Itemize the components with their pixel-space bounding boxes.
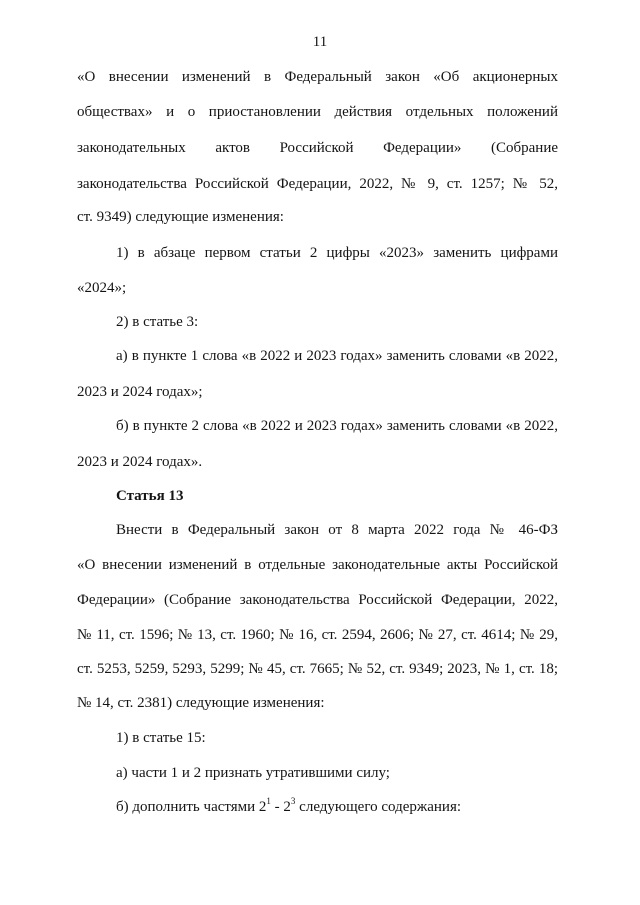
text-line: 2) в статье 3: (116, 314, 199, 330)
text-line: ст. 5253, 5259, 5293, 5299; № 45, ст. 7665; № 52, ст. 9349; 2023, № 1, ст. 18; (77, 661, 558, 677)
superscript: 1 (266, 796, 271, 806)
text-line: Федерации» (Собрание законодательства Российской Федерации, 2022, (77, 592, 558, 608)
text-line: № 14, ст. 2381) следующие изменения: (77, 695, 325, 711)
text-line: «О внесении изменений в отдельные законодательные акты Российской (77, 557, 558, 573)
text-line: обществах» и о приостановлении действия отдельных положений (77, 104, 558, 120)
text-line: 2023 и 2024 годах». (77, 454, 203, 470)
superscript: 3 (290, 796, 296, 806)
text-line: законодательных актов Российской Федерации» (Собрание (77, 140, 558, 156)
text-line: б) в пункте 2 слова «в 2022 и 2023 годах» заменить словами «в 2022, (116, 418, 558, 434)
text-line-with-superscripts (116, 798, 558, 816)
text-line: 2023 и 2024 годах»; (77, 384, 203, 400)
article-heading: Статья 13 (116, 488, 184, 504)
text-fragment: следующего содержания: (295, 799, 462, 815)
text-line: законодательства Российской Федерации, 2022, № 9, ст. 1257; № 52, (77, 176, 558, 192)
page-number: 11 (312, 34, 328, 50)
text-fragment: б) дополнить частями 2 (116, 799, 267, 815)
text-line: «О внесении изменений в Федеральный закон «Об акционерных (77, 69, 558, 85)
text-line: № 11, ст. 1596; № 13, ст. 1960; № 16, ст. 2594, 2606; № 27, ст. 4614; № 29, (77, 627, 558, 643)
text-line: 1) в абзаце первом статьи 2 цифры «2023» заменить цифрами (116, 245, 558, 261)
text-line: «2024»; (77, 280, 127, 296)
text-line: а) части 1 и 2 признать утратившими силу; (116, 765, 390, 781)
text-line: 1) в статье 15: (116, 730, 206, 746)
text-line: ст. 9349) следующие изменения: (77, 209, 284, 225)
text-line: Внести в Федеральный закон от 8 марта 2022 года № 46-ФЗ (116, 522, 558, 538)
text-fragment: - 2 (270, 799, 291, 815)
text-line: а) в пункте 1 слова «в 2022 и 2023 годах» заменить словами «в 2022, (116, 348, 558, 364)
